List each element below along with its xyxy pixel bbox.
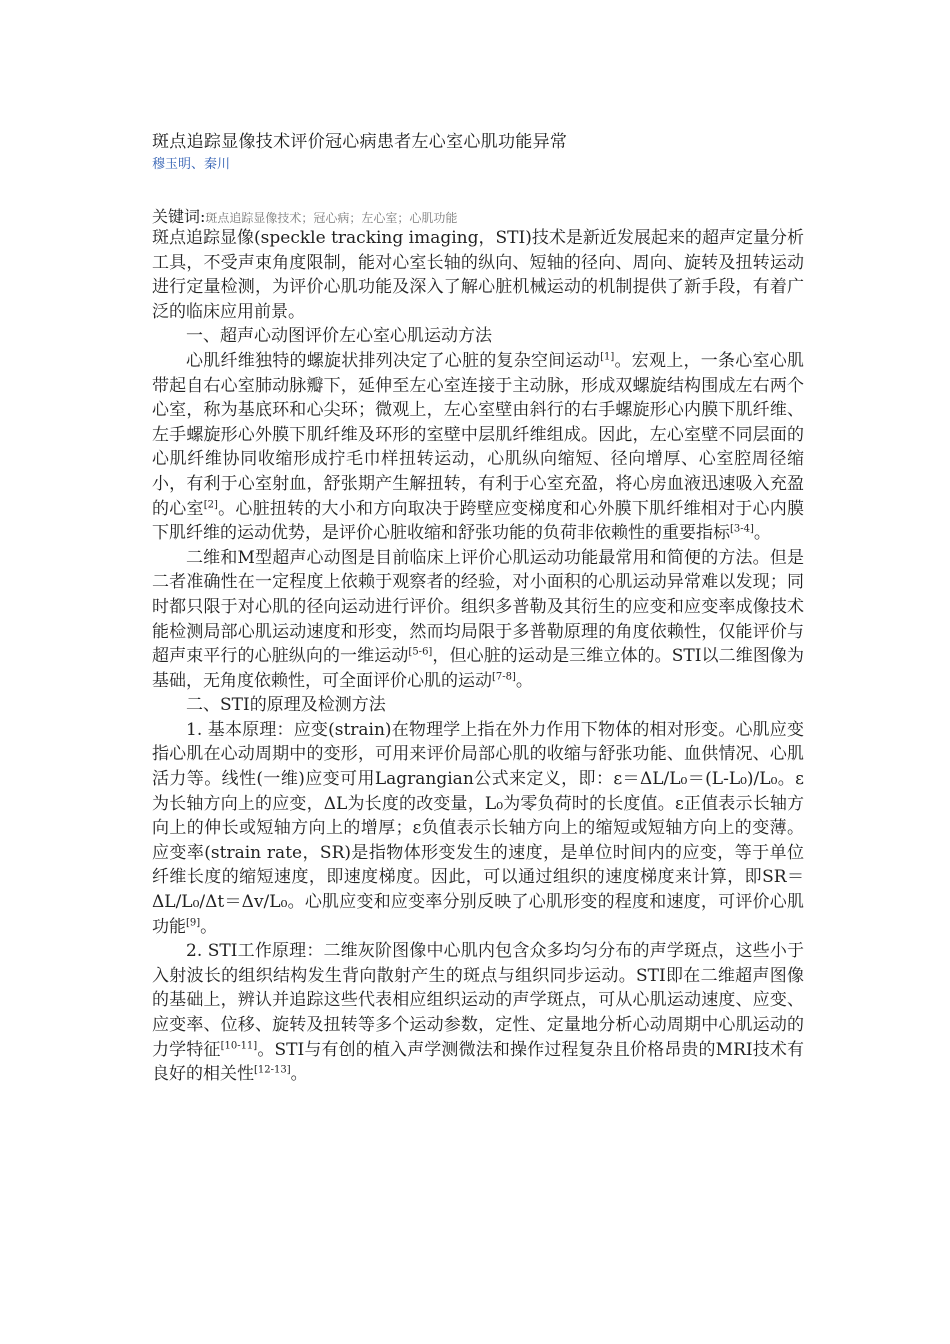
- text-run: 1. 基本原理：应变(strain)在物理学上指在外力作用下物体的相对形变。心肌应变指心肌在心动周期中的变形，可用来评价局部心肌的收缩与舒张功能、血供情况、心肌活力等。线性(一维)应变可用Lagrangian公式来定义，即：ε＝ΔL/L₀＝(L-L₀)/L₀。ε为长轴方向上的应变，ΔL为长度的改变量，L₀为零负荷时的长度值。ε正值表示长轴方向上的伸长或短轴方向上的增厚；ε负值表示长轴方向上的缩短或短轴方向上的变薄。应变率(strain rate，SR)是指物体形变发生的速度，是单位时间内的应变，等于单位纤维长度的缩短速度，即速度梯度。因此，可以通过组织的速度梯度来计算，即SR＝ΔL/L₀/Δt＝Δv/L₀。心肌应变和应变率分别反映了心肌形变的程度和速度，可评价心肌功能: [152, 719, 804, 937]
- paragraph-basic-principle: [152, 718, 804, 939]
- text-run: ，但心脏的运动是三维立体的。STI以二维图像为基础，无角度依赖性，可全面评价心肌的运动: [152, 646, 805, 691]
- citation: [12-13]: [254, 1064, 291, 1076]
- citation: [1]: [600, 351, 615, 363]
- text-run: 。STI与有创的植入声学测微法和操作过程复杂且价格昂贵的MRI技术有良好的相关性: [152, 1039, 805, 1085]
- keywords-list: 斑点追踪显像技术；冠心病；左心室；心肌功能: [205, 211, 458, 225]
- citation: [5-6]: [408, 646, 433, 658]
- text-run: 。: [753, 523, 771, 544]
- text-run: 。: [515, 670, 533, 691]
- keywords-label: 关键词:: [152, 207, 206, 226]
- text-run: 。: [200, 916, 218, 937]
- citation: [10-11]: [220, 1039, 258, 1051]
- article-body: [152, 226, 804, 1087]
- paragraph-sti-principle: [152, 939, 804, 1087]
- citation: [9]: [186, 916, 201, 928]
- text-run: 2. STI工作原理：二维灰阶图像中心肌内包含众多均匀分布的声学斑点，这些小于入射波长的组织结构发生背向散射产生的斑点与组织同步运动。STI即在二维超声图像的基础上，辨认并追踪这些代表相应组织运动的声学斑点，可从心肌运动速度、应变、应变率、位移、旋转及扭转等多个运动参数，定性、定量地分析心动周期中心肌运动的力学特征: [152, 941, 804, 1060]
- citation: [7-8]: [492, 671, 516, 683]
- section-heading-1: 一、超声心动图评价左心室心肌运动方法: [186, 326, 492, 347]
- keywords-line: [152, 204, 457, 227]
- text-run: 二维和M型超声心动图是目前临床上评价心肌运动功能最常用和简便的方法。但是二者准确性在一定程度上依赖于观察者的经验，对小面积的心肌运动异常难以发现；同时都只限于对心肌的径向运动进行评价。组织多普勒及其衍生的应变和应变率成像技术能检测局部心肌运动速度和形变，然而均局限于多普勒原理的角度依赖性，仅能评价与超声束平行的心脏纵向的一维运动: [152, 547, 804, 667]
- article-title: 斑点追踪显像技术评价冠心病患者左心室心肌功能异常: [152, 132, 568, 152]
- intro-paragraph: 斑点追踪显像(speckle tracking imaging，STI)技术是新近发展起来的超声定量分析工具，不受声束角度限制，能对心室长轴的纵向、短轴的径向、周向、旋转及扭转运动进行定量检测，为评价心肌功能及深入了解心脏机械运动的机制提供了新手段，有着广泛的临床应用前景。: [152, 228, 804, 322]
- text-run: 。宏观上，一条心室心肌带起自右心室肺动脉瓣下，延伸至左心室连接于主动脉，形成双螺旋结构围成左右两个心室，称为基底环和心尖环；微观上，左心室壁由斜行的右手螺旋形心内膜下肌纤维、左手螺旋形心外膜下肌纤维及环形的室壁中层肌纤维组成。因此，左心室壁不同层面的心肌纤维协同收缩形成拧毛巾样扭转运动，心肌纵向缩短、径向增厚、心室腔周径缩小，有利于心室射血，舒张期产生解扭转，有利于心室充盈，将心房血液迅速吸入充盈的心室: [152, 350, 805, 519]
- section-heading-2: 二、STI的原理及检测方法: [186, 695, 386, 716]
- citation: [2]: [203, 498, 218, 510]
- text-run: 。: [290, 1064, 308, 1085]
- citation: [3-4]: [730, 523, 754, 535]
- article-authors[interactable]: 穆玉明、秦川: [152, 157, 231, 172]
- paragraph-echo-methods: [152, 546, 804, 694]
- paragraph-myocardial-fibers: [152, 349, 804, 546]
- text-run: 心肌纤维独特的螺旋状排列决定了心脏的复杂空间运动: [186, 350, 601, 371]
- text-run: 。心脏扭转的大小和方向取决于跨壁应变梯度和心外膜下肌纤维相对于心内膜下肌纤维的运动优势，是评价心脏收缩和舒张功能的负荷非依赖性的重要指标: [152, 498, 805, 544]
